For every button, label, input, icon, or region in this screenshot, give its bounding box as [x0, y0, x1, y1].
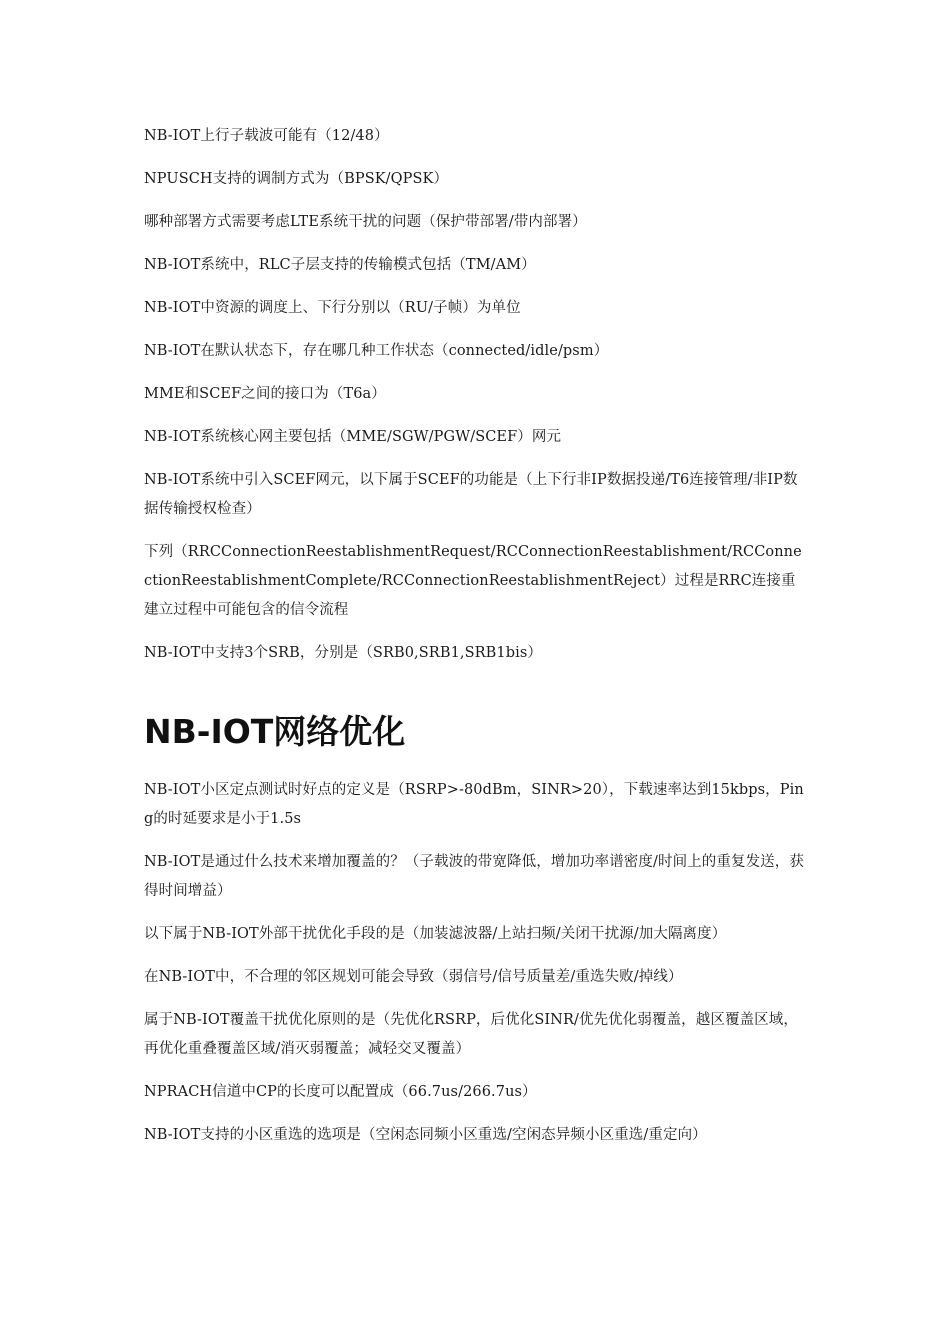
qa-list-section-two: [144, 776, 806, 1150]
qa-item-coverage-enhancement: NB-IOT是通过什么技术来增加覆盖的？（子载波的带宽降低，增加功率谱密度/时间上的重复发送，获得时间增益）: [144, 854, 804, 899]
qa-item-neighbor-planning: 在NB-IOT中，不合理的邻区规划可能会导致（弱信号/信号质量差/重选失败/掉线）: [144, 969, 683, 985]
qa-item-external-interference: 以下属于NB-IOT外部干扰优化手段的是（加装滤波器/上站扫频/关闭干扰源/加大隔离度）: [144, 926, 727, 942]
qa-item-scef-functions: NB-IOT系统中引入SCEF网元，以下属于SCEF的功能是（上下行非IP数据投递/T6连接管理/非IP数据传输授权检查）: [144, 472, 798, 517]
qa-item-scheduling-units: NB-IOT中资源的调度上、下行分别以（RU/子帧）为单位: [144, 300, 521, 316]
qa-item-deployment-interference: 哪种部署方式需要考虑LTE系统干扰的问题（保护带部署/带内部署）: [144, 214, 587, 230]
qa-item-mme-scef-interface: MME和SCEF之间的接口为（T6a）: [144, 386, 386, 402]
qa-item-cell-reselection: NB-IOT支持的小区重选的选项是（空闲态同频小区重选/空闲态异频小区重选/重定向）: [144, 1127, 707, 1143]
qa-item-srb: NB-IOT中支持3个SRB，分别是（SRB0,SRB1,SRB1bis）: [144, 645, 543, 661]
qa-item-core-network: NB-IOT系统核心网主要包括（MME/SGW/PGW/SCEF）网元: [144, 429, 562, 445]
qa-item-fixed-point-test: NB-IOT小区定点测试时好点的定义是（RSRP>-80dBm，SINR>20），下载速率达到15kbps，Ping的时延要求是小于1.5s: [144, 782, 804, 827]
qa-list-section-one: [144, 122, 806, 668]
document-page: [144, 122, 806, 1164]
qa-item-working-states: NB-IOT在默认状态下，存在哪几种工作状态（connected/idle/psm）: [144, 343, 609, 359]
qa-item-npusch-modulation: NPUSCH支持的调制方式为（BPSK/QPSK）: [144, 171, 449, 187]
qa-item-optimization-principles: 属于NB-IOT覆盖干扰优化原则的是（先优化RSRP，后优化SINR/优先优化弱覆盖，越区覆盖区域，再优化重叠覆盖区域/消灭弱覆盖；减轻交叉覆盖）: [144, 1012, 798, 1057]
section-heading-network-optimization: NB-IOT网络优化: [144, 712, 406, 751]
qa-item-nprach-cp-length: NPRACH信道中CP的长度可以配置成（66.7us/266.7us）: [144, 1084, 537, 1100]
qa-item-uplink-subcarriers: NB-IOT上行子载波可能有（12/48）: [144, 128, 389, 144]
qa-item-rlc-modes: NB-IOT系统中，RLC子层支持的传输模式包括（TM/AM）: [144, 257, 536, 273]
qa-item-rrc-reestablishment: 下列（RRCConnectionReestablishmentRequest/RCConnectionReestablishment/RCConnectionReestablishmentComplete/RCConnectionReestablishmentReject）过程是RRC连接重建立过程中可能包含的信令流程: [144, 544, 802, 618]
